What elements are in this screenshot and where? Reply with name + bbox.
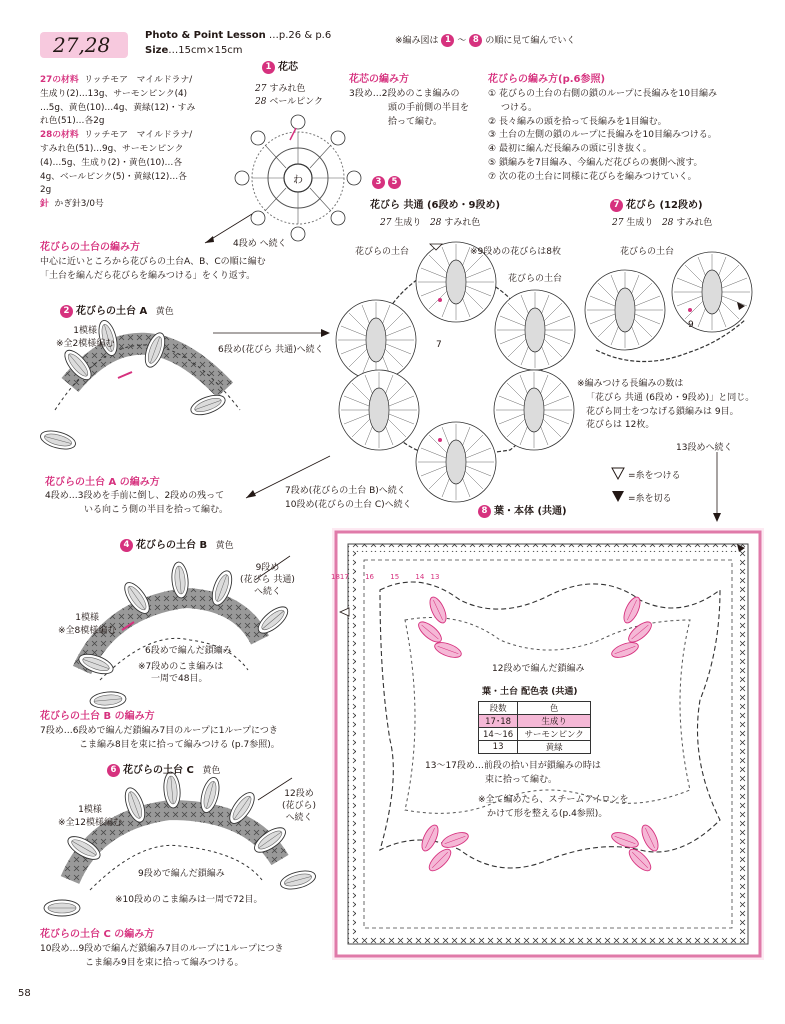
- section2-continue: 6段め(花びら 共通)へ続く: [218, 345, 324, 355]
- legend-cut: =糸を切る: [628, 494, 672, 504]
- section7-count: 9: [688, 320, 694, 330]
- section4-repeat: 1模様 ※全8模様編む: [58, 613, 117, 636]
- section1-continue: 4段め へ続く: [233, 239, 287, 249]
- section4-heading: 4 花びらの土台 B 黄色: [120, 536, 234, 552]
- core-method-text: 3段め…2段めのこま編みの 頭の手前側の半目を 拾って編む。: [349, 89, 470, 127]
- section4-note: ※7段めのこま編みは 一周で48目。: [138, 662, 224, 684]
- section6-continue: 12段め (花びら) へ続く: [282, 789, 317, 823]
- pattern-number: 27,28: [53, 33, 111, 57]
- section6-note: ※10段めのこま編みは一周で72目。: [115, 895, 263, 905]
- section35-count: 7: [436, 340, 442, 350]
- legend-symbols: [612, 468, 624, 502]
- section35-base-label-left: 花びらの土台: [355, 247, 410, 257]
- section7-continue: 13段めへ続く: [676, 443, 733, 453]
- core-method-title: 花芯の編み方: [349, 74, 409, 85]
- section6-chain-label: 9段めで編んだ鎖編み: [138, 869, 225, 879]
- section35-title: 花びら 共通 (6段め・9段め): [370, 200, 501, 211]
- section8-note1: 13～17段め…前段の拾い目が鎖編みの時は 束に拾って編む。: [425, 761, 601, 785]
- size-value: …15cm×15cm: [168, 45, 243, 56]
- lesson-pages: …p.26 & p.6: [268, 30, 332, 41]
- section6-heading: 6 花びらの土台 C 黄色: [107, 761, 220, 777]
- section7-colors: 27 生成り 28 すみれ色: [612, 218, 713, 228]
- size-line: [145, 45, 243, 56]
- color-row-17-18: 17･18 生成り: [479, 715, 591, 728]
- color-table: 段数 色 17･18 生成り 14～16 サーモンピンク 13 黄緑: [478, 701, 591, 754]
- continue-b-c: 7段め(花びらの土台 B)へ続く 10段め(花びらの土台 C)へ続く: [285, 486, 412, 510]
- section6-repeat: 1模様 ※全12模様編む: [58, 805, 122, 828]
- page-number: 58: [18, 988, 31, 999]
- legend-attach: =糸をつける: [628, 471, 681, 481]
- section7-notes: ※編みつける長編みの数は 「花びら 共通 (6段め・9段め)」と同じ。 花びら同士をつなげる鎖編みは 9目。 花びらは 12枚。: [577, 379, 755, 431]
- b-method-text: 7段め…6段めで編んだ鎖編み7目のループに1ループにつき こま編み8目を束に拾って編みつける (p.7参照)。: [40, 726, 280, 750]
- color-table-title: 葉・土台 配色表 (共通): [482, 687, 578, 697]
- section8-note2: ※全て編めたら、スチームアイロンを かけて形を整える(p.4参照)。: [478, 795, 629, 819]
- section7-heading: 7 花びら (12段め): [610, 196, 703, 212]
- c-method-text: 10段め…9段めで編んだ鎖編み7目のループに1ループにつき こま編み9目を束に拾って編みつける。: [40, 944, 284, 968]
- section7-base-label: 花びらの土台: [620, 247, 675, 257]
- c-method-title: 花びらの土台 C の編み方: [40, 929, 155, 940]
- section2-repeat: 1模様 ※全2模様編む: [56, 326, 115, 349]
- a-method-text: 4段め…3段めを手前に倒し、2段めの残って いる向こう側の半目を拾って編む。: [45, 491, 229, 515]
- flower-core-diagram: [205, 115, 361, 243]
- section4-chain-label: 6段めで編んだ鎖編み: [145, 646, 232, 656]
- petal-method-steps: ① 花びらの土台の右側の鎖のループに長編みを10目編み つける。 ② 長々編みの頭を拾って長編みを1目編む。 ③ 土台の左側の鎖のループに長編みを10目編みつける。 ④ 最初に編んだ長編みの頭に引き抜く。 ⑤ 鎖編みを7目編み、今編んだ花びらの裏側へ渡す。 ⑦ 次の花の土台に同様に花びらを編みつけていく。: [488, 89, 717, 182]
- ring-label: わ: [293, 175, 303, 186]
- order-to-badge: 8: [469, 34, 482, 47]
- m28-title: 28の材料: [40, 130, 79, 141]
- section8-chain12: 12段めで編んだ鎖編み: [492, 664, 585, 674]
- order-note: ※編み図は 1 ～ 8 の順に見て編んでいく: [395, 35, 576, 46]
- order-from-badge: 1: [441, 34, 454, 47]
- base-method-title: 花びらの土台の編み方: [40, 242, 140, 253]
- section35-heading: 3 5: [372, 176, 404, 189]
- section1-colors: 27 すみれ色 28 ベールピンク: [255, 84, 323, 107]
- row-marks: 1817 16 15 14 13: [331, 573, 440, 581]
- lesson-label: Photo & Point Lesson: [145, 30, 266, 41]
- section2-heading: 2 花びらの土台 A 黄色: [60, 302, 174, 318]
- b-method-title: 花びらの土台 B の編み方: [40, 711, 155, 722]
- petal-method-title: 花びらの編み方(p.6参照): [488, 74, 606, 85]
- section4-continue: 9段め (花びら 共通) へ続く: [240, 563, 295, 597]
- a-method-title: 花びらの土台 A の編み方: [45, 477, 160, 488]
- section35-colors: 27 生成り 28 すみれ色: [380, 218, 481, 228]
- base-method-text: 中心に近いところから花びらの土台A、B、Cの順に編む 「土台を編んだら花びらを編みつける」をくり返す。: [40, 257, 266, 281]
- materials-block: 27の材料 リッチモア マイルドラナ/ 生成り(2)…13g、サーモンピンク(4) …5g、黄色(10)…4g、黄緑(12)・すみ れ色(51)…各2g 28の材料 リッチモア マイルドラナ/ すみれ色(51)…9g、サーモンピンク (4)…5g、生成り(2)・黄色(10)…各 4g、ベールピンク(5)・黄緑(12)…各 2g 針 かぎ針3/0号: [40, 75, 196, 210]
- needle-label: 針: [40, 199, 49, 210]
- section35-base-label-right: 花びらの土台: [508, 274, 563, 284]
- m27-title: 27の材料: [40, 75, 79, 85]
- section1-heading: 1 花芯: [262, 58, 298, 74]
- lesson-title: [145, 30, 331, 41]
- section35-note9: ※9段めの花びらは8枚: [470, 247, 561, 257]
- section8-heading: 8 葉・本体 (共通): [478, 502, 567, 518]
- size-label: Size: [145, 45, 169, 56]
